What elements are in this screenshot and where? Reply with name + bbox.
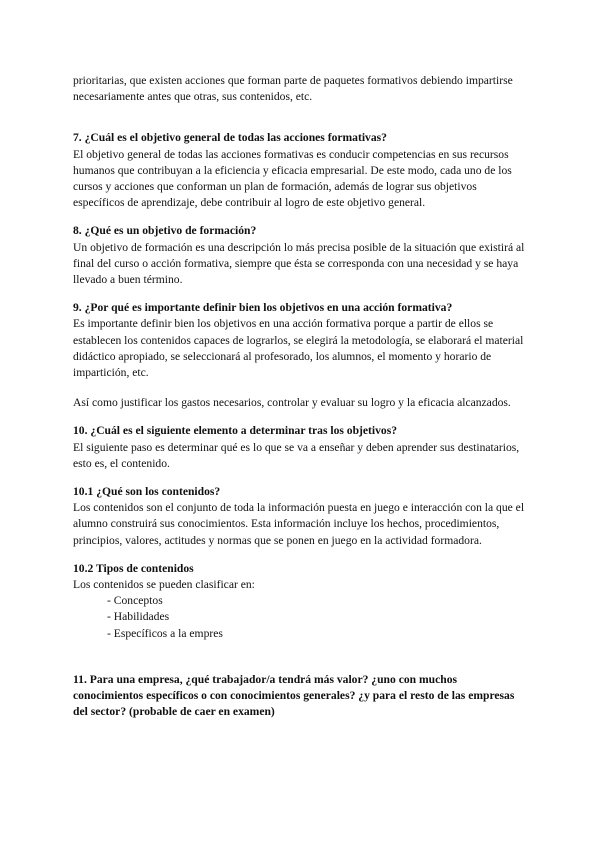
section-9 — [73, 300, 525, 411]
section-body: Es importante definir bien los objetivos en una acción formativa porque a partir de ellos se establecen los contenidos capaces de lograrlos, se elegirá la metodología, se elaborará el material didáctico apropiado, se seleccionará al profesorado, los alumnos, el momento y horario de impartición, etc. — [73, 317, 524, 380]
section-heading: 8. ¿Qué es un objetivo de formación? — [73, 224, 257, 238]
section-7 — [73, 130, 525, 211]
section-body: Los contenidos son el conjunto de toda la información puesta en juego e interacción con la que el alumno construirá sus conocimientos. Esta información incluye los hechos, procedimientos, principios, valores, actitudes y normas que se ponen en juego en la actividad formadora. — [73, 501, 525, 547]
section-heading: 10.1 ¿Qué son los contenidos? — [73, 485, 221, 499]
content-types-list — [73, 593, 525, 642]
section-11 — [73, 672, 525, 721]
section-heading: 11. Para una empresa, ¿qué trabajador/a tendrá más valor? ¿uno con muchos conocimientos específicos o con conocimientos generales? ¿y para el resto de las empresas del sector? (probable de caer en examen) — [73, 672, 515, 719]
list-item: - Habilidades — [107, 610, 170, 624]
list-item: - Específicos a la empres — [107, 626, 223, 640]
section-body: El objetivo general de todas las acciones formativas es conducir competencias en sus recursos humanos que contribuyan a la eficiencia y eficacia empresarial. De este modo, cada uno de los cursos y acciones que conforman un plan de formación, además de lograr sus objetivos específicos de aprendizaje, debe contribuir al logro de este objetivo general. — [73, 147, 512, 210]
section-heading: 10. ¿Cuál es el siguiente elemento a determinar tras los objetivos? — [73, 424, 398, 438]
section-heading: 9. ¿Por qué es importante definir bien los objetivos en una acción formativa? — [73, 301, 453, 315]
section-10 — [73, 423, 525, 472]
section-body: Los contenidos se pueden clasificar en: — [73, 578, 255, 592]
section-8 — [73, 223, 525, 288]
document-page — [73, 73, 525, 733]
intro-paragraph: prioritarias, que existen acciones que forman parte de paquetes formativos debiendo impartirse necesariamente antes que otras, sus contenidos, etc. — [73, 74, 513, 104]
section-heading: 7. ¿Cuál es el objetivo general de todas las acciones formativas? — [73, 131, 387, 145]
section-body: Un objetivo de formación es una descripción lo más precisa posible de la situación que existirá al final del curso o acción formativa, siempre que ésta se corresponda con una necesidad y se haya llevado a buen término. — [73, 240, 525, 287]
list-item: - Conceptos — [107, 594, 163, 608]
section-heading: 10.2 Tipos de contenidos — [73, 561, 194, 575]
section-body: El siguiente paso es determinar qué es lo que se va a enseñar y deben aprender sus destinatarios, esto es, el contenido. — [73, 440, 520, 470]
section-body-continued: Así como justificar los gastos necesarios, controlar y evaluar su logro y la eficacia alcanzados. — [73, 396, 511, 410]
section-10-1 — [73, 484, 525, 549]
section-10-2 — [73, 561, 525, 642]
